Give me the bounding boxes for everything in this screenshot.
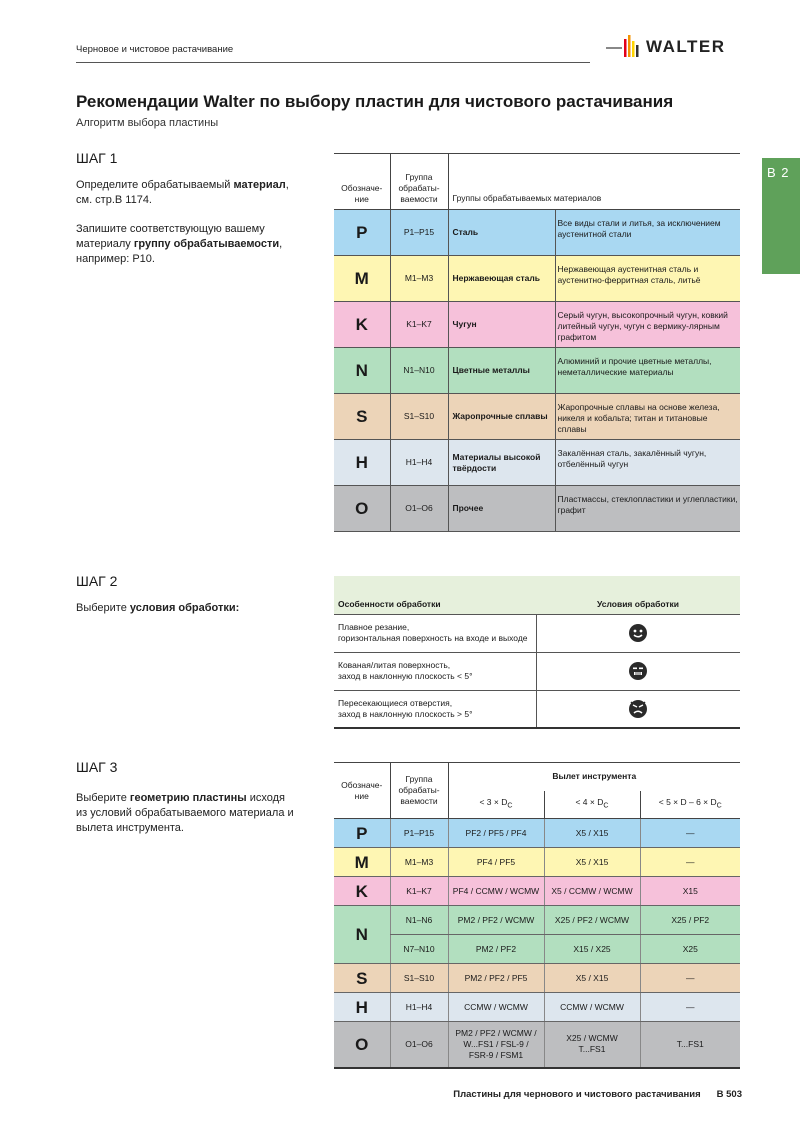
table-row — [334, 877, 740, 906]
page-footer — [453, 1089, 742, 1100]
geometry-cell: X5 / X15 — [544, 819, 640, 848]
walter-logo — [606, 33, 742, 59]
geometry-cell: X15 — [640, 877, 740, 906]
geometry-cell: CCMW / WCMW — [448, 993, 544, 1022]
table-row — [334, 819, 740, 848]
material-name: Нержавеющая сталь — [448, 256, 555, 302]
col-overhang-3d: < $3 \times D_C$ — [448, 791, 544, 819]
iso-letter: S — [334, 964, 390, 993]
step1-text1: Определите обрабатываемый материал, см. стр.B 1174. — [76, 179, 289, 206]
col-designation: Обозначе- ние — [334, 763, 390, 819]
header-divider — [76, 62, 590, 63]
condition-text: Кованая/литая поверхность, заход в наклонную плоскость < 5° — [334, 652, 536, 690]
group-cell: K1–K7 — [390, 877, 448, 906]
col-features: Особенности обработки — [334, 576, 536, 614]
neutral-face-icon — [629, 662, 647, 680]
col-designation: Обозначе- ние — [334, 154, 390, 210]
group-cell: S1–S10 — [390, 394, 448, 440]
running-header: Черновое и чистовое растачивание — [76, 44, 234, 55]
group-cell: N7–N10 — [390, 935, 448, 964]
group-cell: S1–S10 — [390, 964, 448, 993]
iso-letter: N — [334, 348, 390, 394]
condition-text: Пересекающиеся отверстия, заход в наклонную плоскость > 5° — [334, 690, 536, 728]
table-row — [334, 440, 740, 486]
col-overhang: Вылет инструмента — [448, 763, 740, 791]
step1-title: ШАГ 1 — [76, 150, 118, 166]
iso-letter: P — [334, 819, 390, 848]
table-row — [334, 993, 740, 1022]
machining-conditions-table — [334, 576, 740, 729]
table-row — [334, 964, 740, 993]
table-row — [334, 690, 740, 728]
insert-geometry-table — [334, 762, 740, 1069]
page-title: Рекомендации Walter по выбору пластин для чистового растачивания — [76, 92, 674, 111]
table-row — [334, 848, 740, 877]
table-row — [334, 348, 740, 394]
material-desc: Пластмассы, стеклопластики и углепластики, графит — [555, 486, 740, 532]
sad-face-icon — [629, 700, 647, 718]
group-cell: H1–H4 — [390, 440, 448, 486]
group-cell: N1–N6 — [390, 906, 448, 935]
table-row — [334, 256, 740, 302]
group-cell: O1–O6 — [390, 1022, 448, 1068]
group-cell: K1–K7 — [390, 302, 448, 348]
iso-letter: O — [334, 1022, 390, 1068]
geometry-cell: X25 / PF2 — [640, 906, 740, 935]
group-cell: M1–M3 — [390, 848, 448, 877]
geometry-cell: X25 / WCMW T...FS1 — [544, 1022, 640, 1068]
table-header-row — [334, 576, 740, 614]
col-overhang-4d: < $4 \times D_C$ — [544, 791, 640, 819]
geometry-cell: PM2 / PF2 / PF5 — [448, 964, 544, 993]
material-desc: Все виды стали и литья, за исключением аустенитной стали — [555, 210, 740, 256]
iso-letter: N — [334, 906, 390, 964]
section-tab-b2[interactable] — [762, 158, 800, 274]
page-subtitle: Алгоритм выбора пластины — [76, 117, 219, 129]
iso-letter: K — [334, 302, 390, 348]
group-cell: O1–O6 — [390, 486, 448, 532]
group-cell: H1–H4 — [390, 993, 448, 1022]
material-desc: Нержавеющая аустенитная сталь и аустенитно-ферритная сталь, литьё — [555, 256, 740, 302]
iso-letter: H — [334, 993, 390, 1022]
geometry-cell: PM2 / PF2 / WCMW / W...FS1 / FSL-9 / FSR-9 / FSM1 — [448, 1022, 544, 1068]
material-name: Сталь — [448, 210, 555, 256]
iso-letter: M — [334, 848, 390, 877]
iso-letter: S — [334, 394, 390, 440]
geometry-cell: — — [640, 993, 740, 1022]
group-cell: P1–P15 — [390, 210, 448, 256]
material-name: Чугун — [448, 302, 555, 348]
iso-letter: K — [334, 877, 390, 906]
table-row — [334, 935, 740, 964]
group-cell: N1–N10 — [390, 348, 448, 394]
table-row — [334, 486, 740, 532]
walter-logo-mark — [606, 33, 646, 59]
step3-text: Выберите геометрию пластины исходя из условий обрабатываемого материала и вылета инструмента. — [76, 792, 294, 834]
step3-title: ШАГ 3 — [76, 759, 118, 775]
material-groups-table — [334, 153, 740, 532]
geometry-cell: PF4 / PF5 — [448, 848, 544, 877]
table-row — [334, 302, 740, 348]
col-conditions: Условия обработки — [536, 576, 740, 614]
section-tab-label: B 2 — [767, 165, 790, 180]
geometry-cell: PF2 / PF5 / PF4 — [448, 819, 544, 848]
table-row — [334, 210, 740, 256]
table-header-row — [334, 154, 740, 210]
step2-text: Выберите условия обработки: — [76, 602, 240, 614]
geometry-cell: X25 — [640, 935, 740, 964]
table-row — [334, 906, 740, 935]
geometry-cell: X5 / CCMW / WCMW — [544, 877, 640, 906]
material-desc: Алюминий и прочие цветные металлы, неметаллические материалы — [555, 348, 740, 394]
geometry-cell: X15 / X25 — [544, 935, 640, 964]
col-group: Группа обрабаты- ваемости — [390, 154, 448, 210]
table-row — [334, 1022, 740, 1068]
geometry-cell: X25 / PF2 / WCMW — [544, 906, 640, 935]
happy-face-icon — [629, 624, 647, 642]
geometry-cell: PF4 / CCMW / WCMW — [448, 877, 544, 906]
geometry-cell: X5 / X15 — [544, 848, 640, 877]
iso-letter: H — [334, 440, 390, 486]
footer-title: Пластины для чернового и чистового растачивания — [453, 1089, 701, 1100]
geometry-cell: PM2 / PF2 / WCMW — [448, 906, 544, 935]
col-overhang-6d: < $5 \times D - 6 \times D_C$ — [640, 791, 740, 819]
iso-letter: O — [334, 486, 390, 532]
col-group: Группа обрабаты- ваемости — [390, 763, 448, 819]
material-name: Жаропрочные сплавы — [448, 394, 555, 440]
material-name: Цветные металлы — [448, 348, 555, 394]
table-row — [334, 614, 740, 652]
group-cell: P1–P15 — [390, 819, 448, 848]
col-materials: Группы обрабатываемых материалов — [448, 154, 740, 210]
material-name: Прочее — [448, 486, 555, 532]
walter-logo-text: WALTER — [646, 37, 726, 56]
geometry-cell: CCMW / WCMW — [544, 993, 640, 1022]
iso-letter: M — [334, 256, 390, 302]
table-row — [334, 394, 740, 440]
material-desc: Серый чугун, высокопрочный чугун, ковкий литейный чугун, чугун с вермику-лярным графитом — [555, 302, 740, 348]
material-desc: Жаропрочные сплавы на основе железа, никеля и кобальта; титан и титановые сплавы — [555, 394, 740, 440]
material-name: Материалы высокой твёрдости — [448, 440, 555, 486]
geometry-cell: — — [640, 964, 740, 993]
geometry-cell: — — [640, 848, 740, 877]
iso-letter: P — [334, 210, 390, 256]
step1-text2: Запишите соответствующую вашему материалу группу обрабатываемости, например: P10. — [76, 223, 283, 265]
group-cell: M1–M3 — [390, 256, 448, 302]
geometry-cell: — — [640, 819, 740, 848]
geometry-cell: X5 / X15 — [544, 964, 640, 993]
table-row — [334, 652, 740, 690]
geometry-cell: PM2 / PF2 — [448, 935, 544, 964]
page-number: B 503 — [716, 1089, 742, 1100]
condition-text: Плавное резание, горизонтальная поверхность на входе и выходе — [334, 614, 536, 652]
material-desc: Закалённая сталь, закалённый чугун, отбелённый чугун — [555, 440, 740, 486]
geometry-cell: T...FS1 — [640, 1022, 740, 1068]
step2-title: ШАГ 2 — [76, 573, 118, 589]
